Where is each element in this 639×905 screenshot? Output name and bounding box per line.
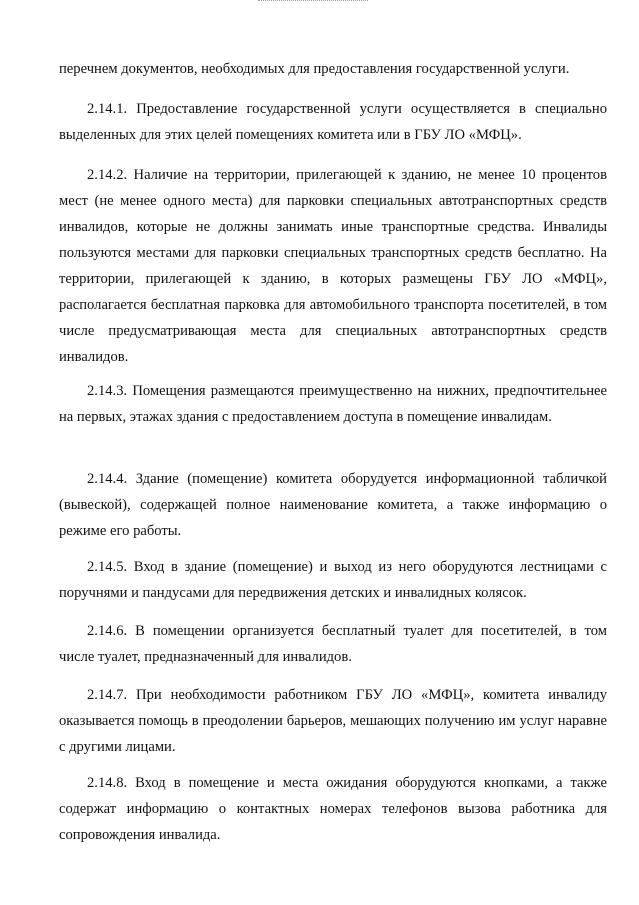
paragraph-2-14-7: 2.14.7. При необходимости работником ГБУ ЛО «МФЦ», комитета инвалиду оказывается помощь в преодолении барьеров, мешающих получению им услуг наравне с другими лицами.: [59, 687, 607, 755]
paragraph-2-14-6: 2.14.6. В помещении организуется бесплатный туалет для посетителей, в том числе туалет, предназначенный для инвалидов.: [59, 623, 607, 665]
paragraph-2-14-5: 2.14.5. Вход в здание (помещение) и выход из него оборудуются лестницами с поручнями и пандусами для передвижения детских и инвалидных колясок.: [59, 559, 607, 601]
page-top-mark: [258, 0, 368, 5]
paragraph-2-14-8: 2.14.8. Вход в помещение и места ожидания оборудуются кнопками, а также содержат информацию о контактных номерах телефонов вызова работника для сопровождения инвалида.: [59, 775, 607, 843]
paragraph-2-14-2: 2.14.2. Наличие на территории, прилегающей к зданию, не менее 10 процентов мест (не менее одного места) для парковки специальных автотранспортных средств инвалидов, которые не должны занимать иные транспортные средства. Инвалиды пользуются местами для парковки специальных транспортных средств бесплатно. На территории, прилегающей к зданию, в которых размещены ГБУ ЛО «МФЦ», располагается бесплатная парковка для автомобильного транспорта посетителей, в том числе предусматривающая места для специальных автотранспортных средств инвалидов.: [59, 167, 607, 365]
paragraph-2-14-4: 2.14.4. Здание (помещение) комитета оборудуется информационной табличкой (вывеской), содержащей полное наименование комитета, а также информацию о режиме его работы.: [59, 471, 607, 539]
paragraph-2-14-1: 2.14.1. Предоставление государственной услуги осуществляется в специально выделенных для этих целей помещениях комитета или в ГБУ ЛО «МФЦ».: [59, 101, 607, 143]
paragraph-continuation: перечнем документов, необходимых для предоставления государственной услуги.: [59, 61, 570, 77]
paragraph-2-14-3: 2.14.3. Помещения размещаются преимущественно на нижних, предпочтительнее на первых, этажах здания с предоставлением доступа в помещение инвалидам.: [59, 383, 607, 425]
